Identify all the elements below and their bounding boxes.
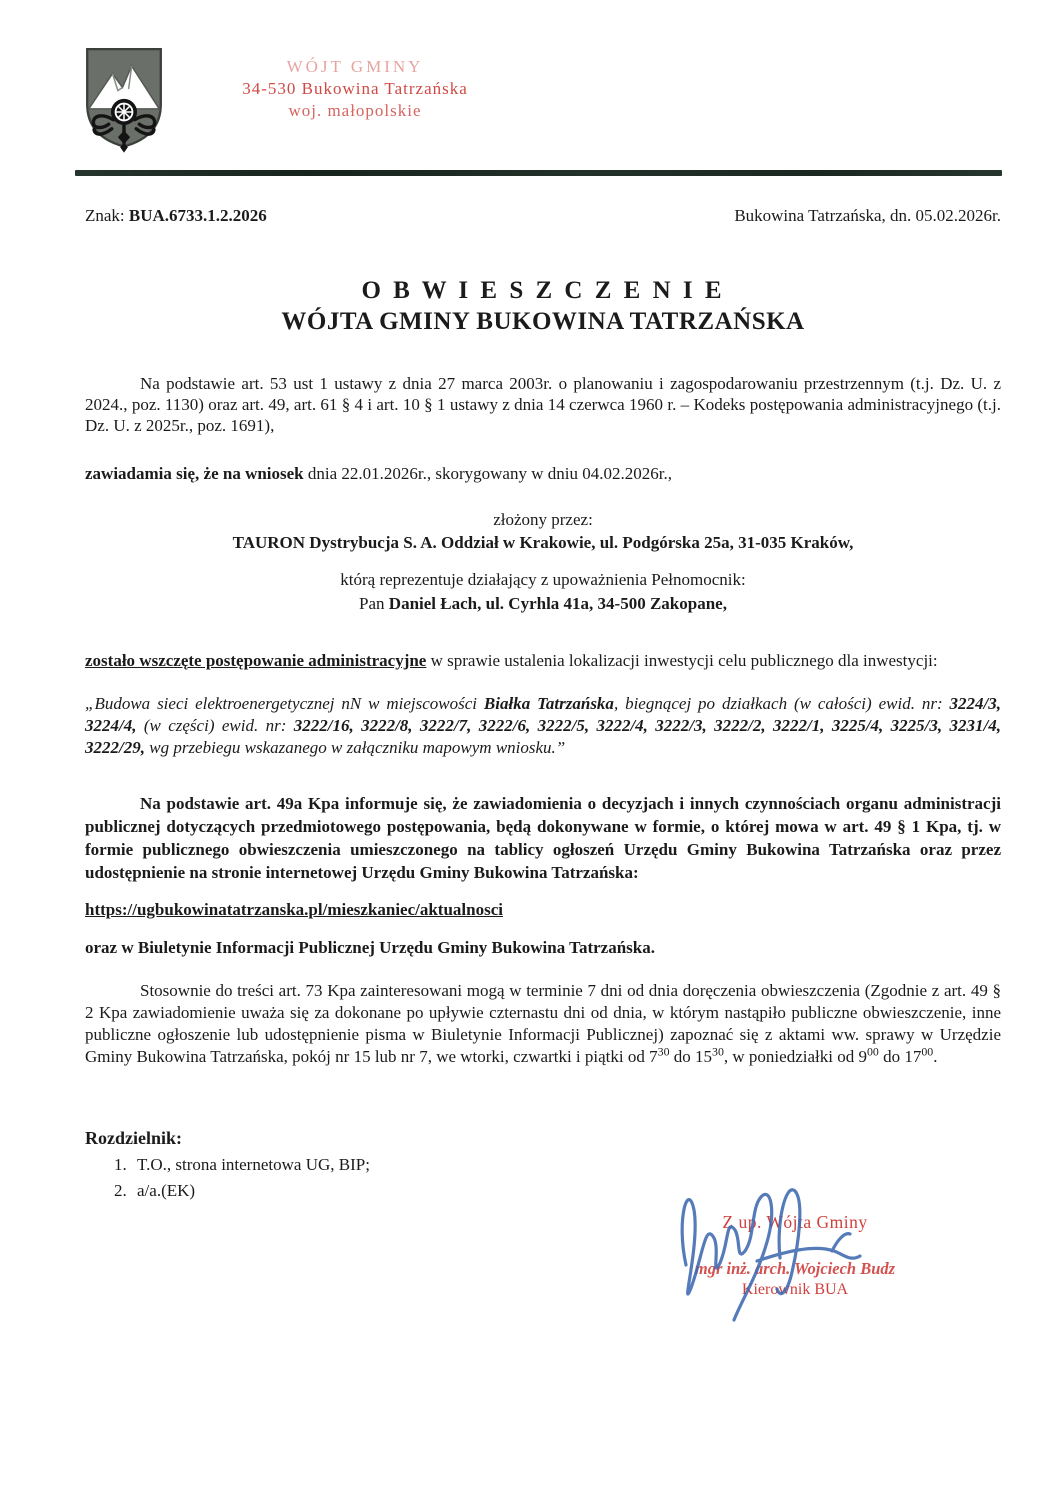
stamp-office-address: 34-530 Bukowina Tatrzańska (242, 79, 468, 98)
title-line-authority: WÓJTA GMINY BUKOWINA TATRZAŃSKA (281, 308, 805, 335)
document-body (85, 0, 1001, 1204)
document-title (85, 276, 1001, 338)
case-access-paragraph (85, 980, 1001, 1068)
quote-part4: wg przebiegu wskazanego w załączniku mapowym wniosku.” (144, 738, 566, 757)
distribution-list (85, 1152, 1001, 1204)
quote-plots-partial: 3222/16, 3222/8, 3222/7, 3222/6, 3222/5, 3222/4, 3222/3, 3222/2, 3222/1, 3225/4, 3225/3, 3231/4, 3222/29, (85, 716, 1001, 757)
access-sup2: 30 (712, 1044, 724, 1059)
access-sup1: 30 (657, 1044, 670, 1059)
quote-part1: „Budowa sieci elektroenergetycznej nN w miejscowości (85, 694, 484, 713)
reference-date-row (85, 205, 1001, 226)
notification-rest: dnia 22.01.2026r., skorygowany w dniu 04.02.2026r., (303, 464, 672, 483)
access-part3: , w poniedziałki od 9 (723, 1047, 867, 1066)
investment-description-quote (85, 693, 1001, 759)
distribution-item: 1. T.O., strona internetowa UG, BIP; (131, 1152, 1001, 1178)
distribution-section (85, 1128, 1001, 1204)
representative-name-address: Daniel Łach, ul. Cyrhla 41a, 34-500 Zakopane, (388, 594, 727, 613)
access-part1: Stosownie do treści art. 73 Kpa zainteresowani mogą w terminie 7 dni od dnia doręczenia obwieszczenia (Zgodnie z art. 49 § 2 Kpa zawiadomienie uważa się za dokonane po upływie czternastu dni od dnia, w którym nastąpiło publiczne obwieszczenie, inne publiczne ogłoszenie lub udostępnienie pisma w Biuletynie Informacji Publicznej) zapoznać się z aktami ww. sprawy w Urzędzie Gminy Bukowina Tatrzańska, pokój nr 15 lub nr 7, we wtorki, czwartki i piątki od 7 (85, 981, 1001, 1066)
representative-label: którą reprezentuje działający z upoważnienia Pełnomocnik: (340, 570, 746, 589)
place-and-date: Bukowina Tatrzańska, dn. 05.02.2026r. (734, 206, 1001, 225)
quote-part3: (w części) ewid. nr: (136, 716, 294, 735)
announcements-link[interactable]: https://ugbukowinatatrzanska.pl/mieszkaniec/aktualnosci (85, 900, 503, 919)
access-part2: do 15 (669, 1047, 713, 1066)
proceeding-rest: w sprawie ustalenia lokalizacji inwestycji celu publicznego dla inwestycji: (426, 651, 938, 670)
representative-prefix: Pan (359, 594, 389, 613)
case-reference-number: BUA.6733.1.2.2026 (128, 206, 267, 225)
access-part4: do 17 (878, 1047, 922, 1066)
signature-authorization-line: Z up. Wójta Gminy (722, 1212, 868, 1232)
bip-note-paragraph: oraz w Biuletynie Informacji Publicznej Urzędu Gminy Bukowina Tatrzańska. (85, 938, 655, 957)
case-reference (85, 205, 267, 226)
quote-part2: , biegnącej po działkach (w całości) ewid. nr: (613, 694, 950, 713)
quote-plots-full: 3224/3, 3224/4, (85, 694, 1001, 735)
signature-stamp (660, 1212, 930, 1299)
proceeding-paragraph (85, 650, 1001, 671)
proceeding-underlined-part: zostało wszczęte postępowanie administracyjne (85, 651, 427, 670)
distribution-label: Rozdzielnik: (85, 1128, 182, 1148)
quote-locality: Białka Tatrzańska (483, 694, 614, 713)
distribution-item: 2. a/a.(EK) (131, 1178, 1001, 1204)
access-sup4: 00 (921, 1044, 934, 1059)
notification-bold-part: zawiadamia się, że na wniosek (85, 464, 304, 483)
access-sup3: 00 (866, 1044, 879, 1059)
legal-basis-paragraph: Na podstawie art. 53 ust 1 ustawy z dnia 27 marca 2003r. o planowaniu i zagospodarowaniu przestrzennym (t.j. Dz. U. z 2024., poz. 1130) oraz art. 49, art. 61 § 4 i art. 10 § 1 ustawy z dnia 14 czerwca 1960 r. – Kodeks postępowania administracyjnego (t.j. Dz. U. z 2025r., poz. 1691), (85, 374, 1001, 435)
representative-line (85, 593, 1001, 614)
article-49a-paragraph: Na podstawie art. 49a Kpa informuje się, że zawiadomienia o decyzjach i innych czynnościach organu administracji publicznej dotyczących przedmiotowego postępowania, będą dokonywane w formie, o której mowa w art. 49 § 1 Kpa, tj. w formie publicznego obwieszczenia umieszczonego na tablicy ogłoszeń Urzędu Gminy Bukowina Tatrzańska oraz przez udostępnienie na stronie internetowej Urzędu Gminy Bukowina Tatrzańska: (85, 794, 1001, 882)
signatory-name: mgr inż. arch. Wojciech Budz (694, 1259, 896, 1278)
case-reference-label: Znak: (85, 206, 125, 225)
website-url-line (85, 899, 1001, 920)
stamp-office-voivodeship: woj. małopolskie (288, 101, 422, 120)
access-part5: . (933, 1047, 938, 1066)
title-line-announcement: O B W I E S Z C Z E N I E (361, 277, 725, 304)
stamp-office-name: WÓJT GMINY (286, 57, 424, 76)
submitted-by-label: złożony przez: (493, 510, 593, 529)
applicant-name-address: TAURON Dystrybucja S. A. Oddział w Krakowie, ul. Podgórska 25a, 31-035 Kraków, (232, 533, 854, 552)
signatory-position: Kierownik BUA (741, 1281, 849, 1298)
notification-paragraph (85, 463, 1001, 484)
